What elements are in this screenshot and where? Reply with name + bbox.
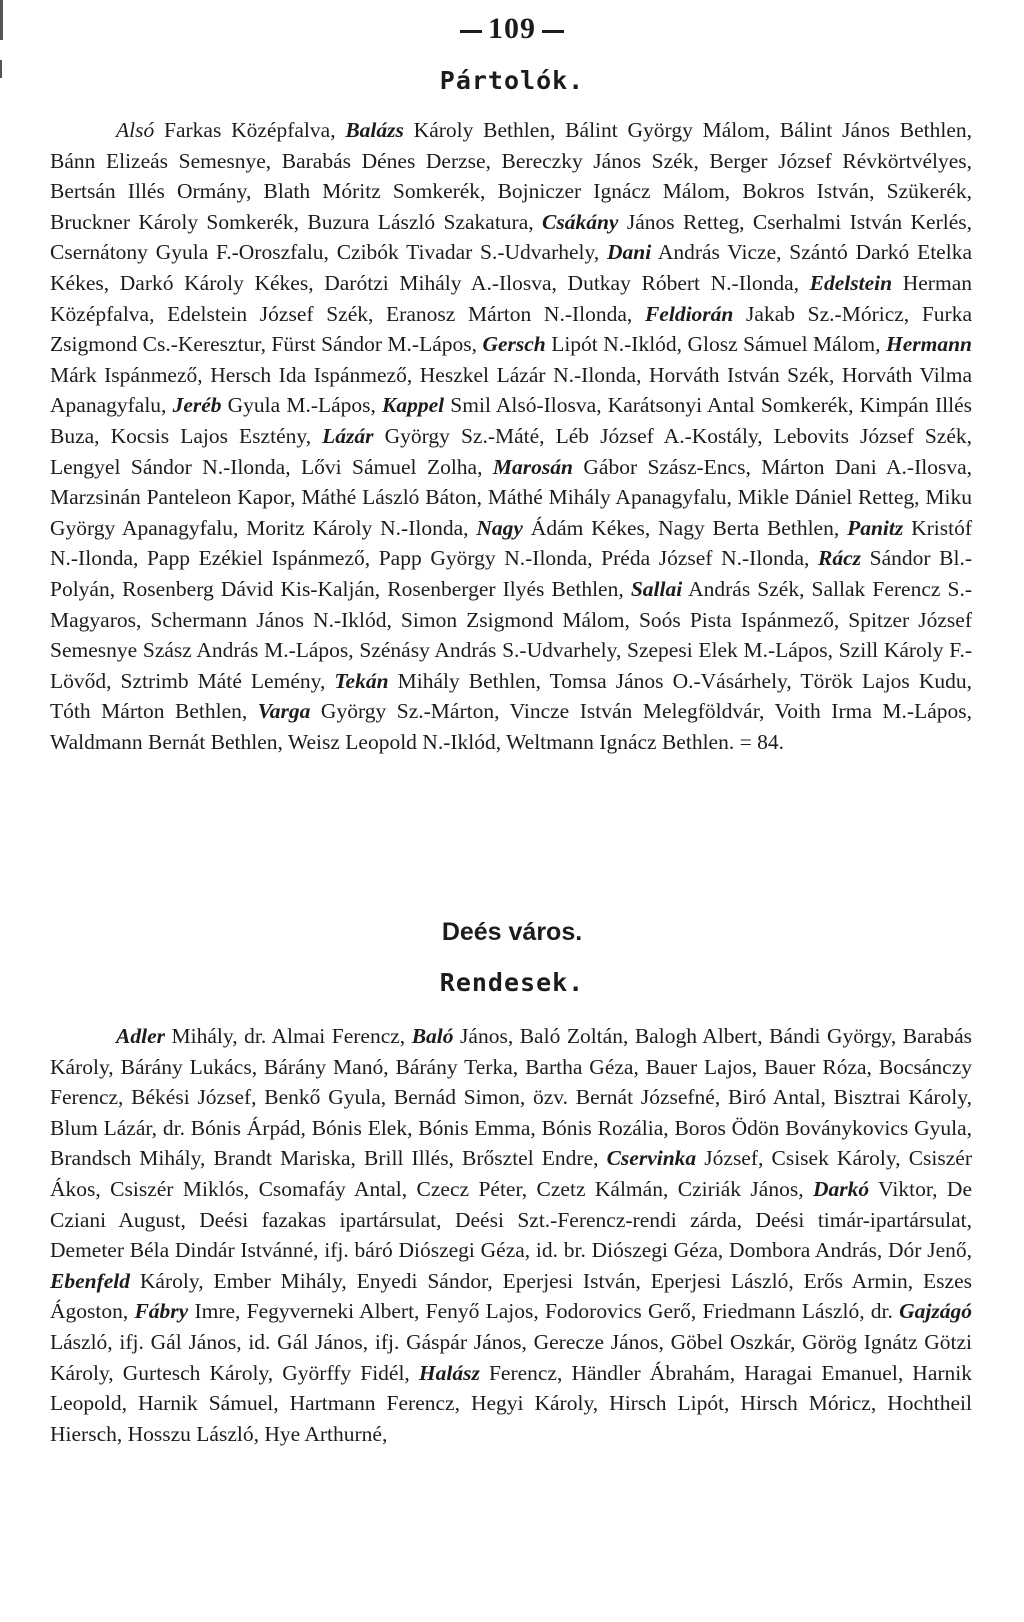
name-emphasis: Kappel bbox=[382, 393, 445, 418]
text-run: József, Csisek Károly, Csiszér Ákos, Csiszér Miklós, Csomafáy Antal, Czecz Péter, Czetz Kálmán, Cziriák János, bbox=[50, 1146, 972, 1201]
name-emphasis: Nagy bbox=[476, 515, 523, 540]
city-title: Deés város. bbox=[441, 918, 583, 946]
paragraph-partolok bbox=[50, 115, 972, 757]
text-run: Ferencz, Händler Ábrahám, Haragai Emanuel, Harnik Leopold, Harnik Sámuel, Hartmann Ferencz, Hegyi Károly, Hirsch Lipót, Hirsch Móricz, Hochtheil Hiersch, Hosszu László, Hye Arthurné, bbox=[50, 1360, 972, 1446]
text-run: Ádám Kékes, Nagy Berta Bethlen, bbox=[522, 515, 848, 540]
name-emphasis: Csákány bbox=[542, 209, 619, 234]
name-emphasis: Ebenfeld bbox=[50, 1268, 131, 1293]
dash-left bbox=[460, 30, 482, 33]
text-run: Imre, Fegyverneki Albert, Fenyő Lajos, Fodorovics Gerő, Friedmann László, dr. bbox=[188, 1299, 900, 1324]
text-run: Herman Középfalva, Edelstein József Szék, Eranosz Márton N.-Ilonda, bbox=[50, 270, 972, 326]
section-title-partolok: Pártolók. bbox=[439, 66, 585, 95]
text-run: Gábor Szász-Encs, Márton Dani A.-Ilosva, Marzsinán Panteleon Kapor, Máthé László Báton, Máthé Mihály Apanagyfalu, Mikle Dániel Retteg, Miku György Apanagyfalu, Moritz Károly N.-Ilonda, bbox=[50, 454, 972, 540]
text-run: Smil Alsó-Ilosva, Karátsonyi Antal Somkerék, Kimpán Illés Buza, Kocsis Lajos Esztény, bbox=[50, 393, 972, 448]
name-emphasis: Varga bbox=[257, 699, 311, 724]
text-run: Farkas Középfalva, bbox=[154, 118, 346, 142]
name-emphasis: Adler bbox=[116, 1024, 165, 1048]
name-emphasis: Jeréb bbox=[172, 393, 222, 418]
name-emphasis: Panitz bbox=[847, 515, 904, 540]
text-run: Márk Ispánmező, Hersch Ida Ispánmező, Heszkel Lázár N.-Ilonda, Horváth István Szék, Horváth Vilma Apanagyfalu, bbox=[50, 362, 972, 418]
name-emphasis: Lázár bbox=[322, 423, 374, 448]
text-run: Kristóf N.-Ilonda, Papp Ezékiel Ispánmező, Papp György N.-Ilonda, Préda József N.-Ilonda, bbox=[50, 515, 972, 571]
name-emphasis: Balázs bbox=[345, 118, 404, 142]
name-emphasis: Edelstein bbox=[809, 270, 893, 295]
name-emphasis: Hermann bbox=[885, 332, 972, 357]
text-run: Mihály, dr. Almai Ferencz, bbox=[164, 1024, 412, 1048]
text-run: László, ifj. Gál János, id. Gál János, ifj. Gáspár János, Gerecze János, Göbel Oszkár, Görög Ignátz Götzi Károly, Gurtesch Károly, Györffy Fidél, bbox=[50, 1329, 972, 1385]
name-emphasis: Halász bbox=[418, 1360, 480, 1385]
text-run: János, Baló Zoltán, Balogh Albert, Bándi György, Barabás Károly, Bárány Lukács, Bárány Manó, Bárány Terka, Bartha Géza, Bauer Lajos, Bauer Róza, Bocsánczy Ferencz, Békési József, Benkő Gyula, Bernád Simon, özv. Bernát Józsefné, Biró Antal, Bisztrai Károly, Blum Lázár, dr. Bónis Árpád, Bónis Elek, Bónis Emma, Bónis Rozália, Boros Ödön Boványkovics Gyula, Brandsch Mihály, Brandt Mariska, Brill Illés, Brősztel Endre, bbox=[50, 1024, 972, 1171]
name-emphasis: Tekán bbox=[334, 668, 389, 693]
text-run: János Retteg, Cserhalmi István Kerlés, Csernátony Gyula F.-Oroszfalu, Czibók Tivadar S.-Udvarhely, bbox=[50, 209, 972, 265]
name-emphasis: Sallai bbox=[630, 576, 683, 601]
page-number-value: 109 bbox=[488, 12, 536, 45]
text-run: Sándor Bl.-Polyán, Rosenberg Dávid Kis-Kalján, Rosenberger Ilyés Bethlen, bbox=[50, 546, 972, 601]
text-run: György Sz.-Márton, Vincze István Melegföldvár, Voith Irma M.-Lápos, Waldmann Bernát Bethlen, Weisz Leopold N.-Iklód, Weltmann Ignácz Bethlen. = 84. bbox=[50, 699, 972, 754]
name-emphasis: Gersch bbox=[482, 332, 546, 357]
text-run: Lipót N.-Iklód, Glosz Sámuel Málom, bbox=[545, 332, 886, 357]
text-run: András Szék, Sallak Ferencz S.-Magyaros, Schermann János N.-Iklód, Simon Zsigmond Málom, Soós Pista Ispánmező, Spitzer József Semesnye Szász András M.-Lápos, Szénásy András S.-Udvarhely, Szepesi Elek M.-Lápos, Szill Károly F.-Lövőd, Sztrimb Máté Lemény, bbox=[50, 576, 972, 693]
name-emphasis: Cservinka bbox=[606, 1146, 697, 1171]
text-run: Jakab Sz.-Móricz, Furka Zsigmond Cs.-Keresztur, Fürst Sándor M.-Lápos, bbox=[50, 301, 972, 357]
section-title-rendesek: Rendesek. bbox=[439, 968, 585, 997]
text-run: András Vicze, Szántó Darkó Etelka Kékes, Darkó Károly Kékes, Darótzi Mihály A.-Ilosva, Dutkay Róbert N.-Ilonda, bbox=[50, 240, 972, 295]
dash-right bbox=[542, 30, 564, 33]
text-run: Károly Bethlen, Bálint György Málom, Bálint János Bethlen, Bánn Elizeás Semesnye, Barabás Dénes Derzse, Bereczky János Szék, Berger József Révkörtvélyes, Bertsán Illés Ormány, Blath Móritz Somkerék, Bojniczer Ignácz Málom, Bokros István, Szükerék, Bruckner Károly Somkerék, Buzura László Szakatura, bbox=[50, 118, 972, 234]
text-run: György Sz.-Máté, Léb József A.-Kostály, Lebovits József Szék, Lengyel Sándor N.-Ilonda, Lővi Sámuel Zolha, bbox=[50, 423, 972, 479]
text-run: Gyula M.-Lápos, bbox=[221, 393, 383, 418]
name-emphasis: Baló bbox=[411, 1024, 454, 1048]
name-emphasis: Feldiorán bbox=[644, 301, 734, 326]
name-emphasis: Alsó bbox=[116, 118, 155, 142]
text-run: Károly, Ember Mihály, Enyedi Sándor, Eperjesi István, Eperjesi László, Erős Armin, Eszes Ágoston, bbox=[50, 1268, 972, 1324]
name-emphasis: Gajzágó bbox=[899, 1299, 972, 1324]
text-run: Mihály Bethlen, Tomsa János O.-Vásárhely, Török Lajos Kudu, Tóth Márton Bethlen, bbox=[50, 668, 972, 724]
name-emphasis: Fábry bbox=[134, 1299, 189, 1324]
name-emphasis: Darkó bbox=[812, 1176, 870, 1201]
page-number bbox=[0, 12, 1024, 46]
name-emphasis: Dani bbox=[607, 240, 652, 265]
name-emphasis: Rácz bbox=[818, 546, 862, 571]
text-run: Viktor, De Cziani August, Deési fazakas ipartársulat, Deési Szt.-Ferencz-rendi zárda, Deési timár-ipartársulat, Demeter Béla Dindár Istvánné, ifj. báró Diószegi Géza, id. br. Diószegi Géza, Dombora András, Dór Jenő, bbox=[50, 1176, 972, 1263]
paragraph-rendesek bbox=[50, 1021, 972, 1449]
name-emphasis: Marosán bbox=[492, 454, 573, 479]
